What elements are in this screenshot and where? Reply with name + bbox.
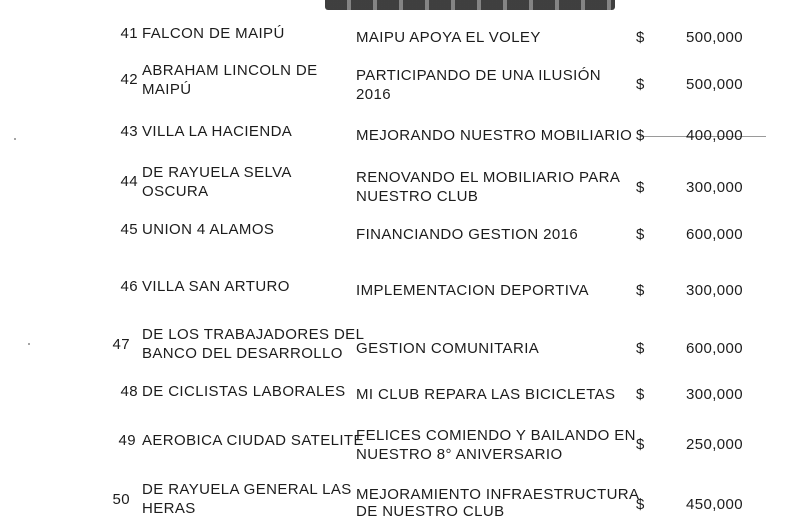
row-number: 50 bbox=[112, 491, 130, 508]
scan-speck bbox=[14, 138, 16, 140]
amount: 500,000 bbox=[685, 76, 743, 93]
amount: 400,000 bbox=[685, 127, 743, 144]
project-title: MAIPU APOYA EL VOLEY bbox=[356, 29, 541, 46]
organization-name: MAIPÚ bbox=[142, 81, 192, 98]
row-number: 44 bbox=[120, 173, 138, 190]
organization-name: DE RAYUELA GENERAL LAS bbox=[142, 481, 352, 498]
currency-symbol: $ bbox=[636, 127, 645, 144]
project-title: NUESTRO CLUB bbox=[356, 188, 479, 205]
project-title: IMPLEMENTACION DEPORTIVA bbox=[356, 282, 589, 299]
amount: 450,000 bbox=[685, 496, 743, 513]
row-number: 45 bbox=[120, 221, 138, 238]
amount: 600,000 bbox=[685, 226, 743, 243]
amount: 500,000 bbox=[685, 29, 743, 46]
amount: 250,000 bbox=[685, 436, 743, 453]
organization-name: DE CICLISTAS LABORALES bbox=[142, 383, 346, 400]
project-title: DE NUESTRO CLUB bbox=[356, 503, 505, 520]
project-title: FINANCIANDO GESTION 2016 bbox=[356, 226, 579, 243]
row-number: 48 bbox=[120, 383, 138, 400]
amount: 600,000 bbox=[685, 340, 743, 357]
organization-name: VILLA SAN ARTURO bbox=[142, 278, 290, 295]
currency-symbol: $ bbox=[636, 282, 645, 299]
organization-name: DE LOS TRABAJADORES DEL bbox=[142, 326, 365, 343]
currency-symbol: $ bbox=[636, 340, 645, 357]
row-number: 47 bbox=[112, 336, 130, 353]
project-title: MI CLUB REPARA LAS BICICLETAS bbox=[356, 386, 616, 403]
currency-symbol: $ bbox=[636, 496, 645, 513]
scan-speck bbox=[28, 343, 30, 345]
project-title: RENOVANDO EL MOBILIARIO PARA bbox=[356, 169, 621, 186]
project-title: MEJORANDO NUESTRO MOBILIARIO bbox=[356, 127, 633, 144]
row-number: 43 bbox=[120, 123, 138, 140]
row-number: 41 bbox=[120, 25, 138, 42]
organization-name: VILLA LA HACIENDA bbox=[142, 123, 293, 140]
row-number: 42 bbox=[120, 71, 138, 88]
project-title: MEJORAMIENTO INFRAESTRUCTURA bbox=[356, 486, 640, 503]
amount: 300,000 bbox=[685, 179, 743, 196]
currency-symbol: $ bbox=[636, 76, 645, 93]
organization-name: HERAS bbox=[142, 500, 196, 517]
header-fragment bbox=[325, 0, 615, 10]
amount: 300,000 bbox=[685, 282, 743, 299]
project-title: NUESTRO 8° ANIVERSARIO bbox=[356, 446, 563, 463]
currency-symbol: $ bbox=[636, 436, 645, 453]
organization-name: BANCO DEL DESARROLLO bbox=[142, 345, 343, 362]
project-title: FELICES COMIENDO Y BAILANDO EN bbox=[356, 427, 636, 444]
row-number: 46 bbox=[120, 278, 138, 295]
row-number: 49 bbox=[118, 432, 136, 449]
organization-name: ABRAHAM LINCOLN DE bbox=[142, 62, 318, 79]
organization-name: FALCON DE MAIPÚ bbox=[142, 25, 285, 42]
amount: 300,000 bbox=[685, 386, 743, 403]
project-title: GESTION COMUNITARIA bbox=[356, 340, 540, 357]
currency-symbol: $ bbox=[636, 386, 645, 403]
project-title: PARTICIPANDO DE UNA ILUSIÓN bbox=[356, 67, 602, 84]
organization-name: AEROBICA CIUDAD SATELITE bbox=[142, 432, 364, 449]
project-title: 2016 bbox=[356, 86, 391, 103]
organization-name: UNION 4 ALAMOS bbox=[142, 221, 275, 238]
currency-symbol: $ bbox=[636, 226, 645, 243]
currency-symbol: $ bbox=[636, 29, 645, 46]
organization-name: OSCURA bbox=[142, 183, 209, 200]
currency-symbol: $ bbox=[636, 179, 645, 196]
organization-name: DE RAYUELA SELVA bbox=[142, 164, 292, 181]
